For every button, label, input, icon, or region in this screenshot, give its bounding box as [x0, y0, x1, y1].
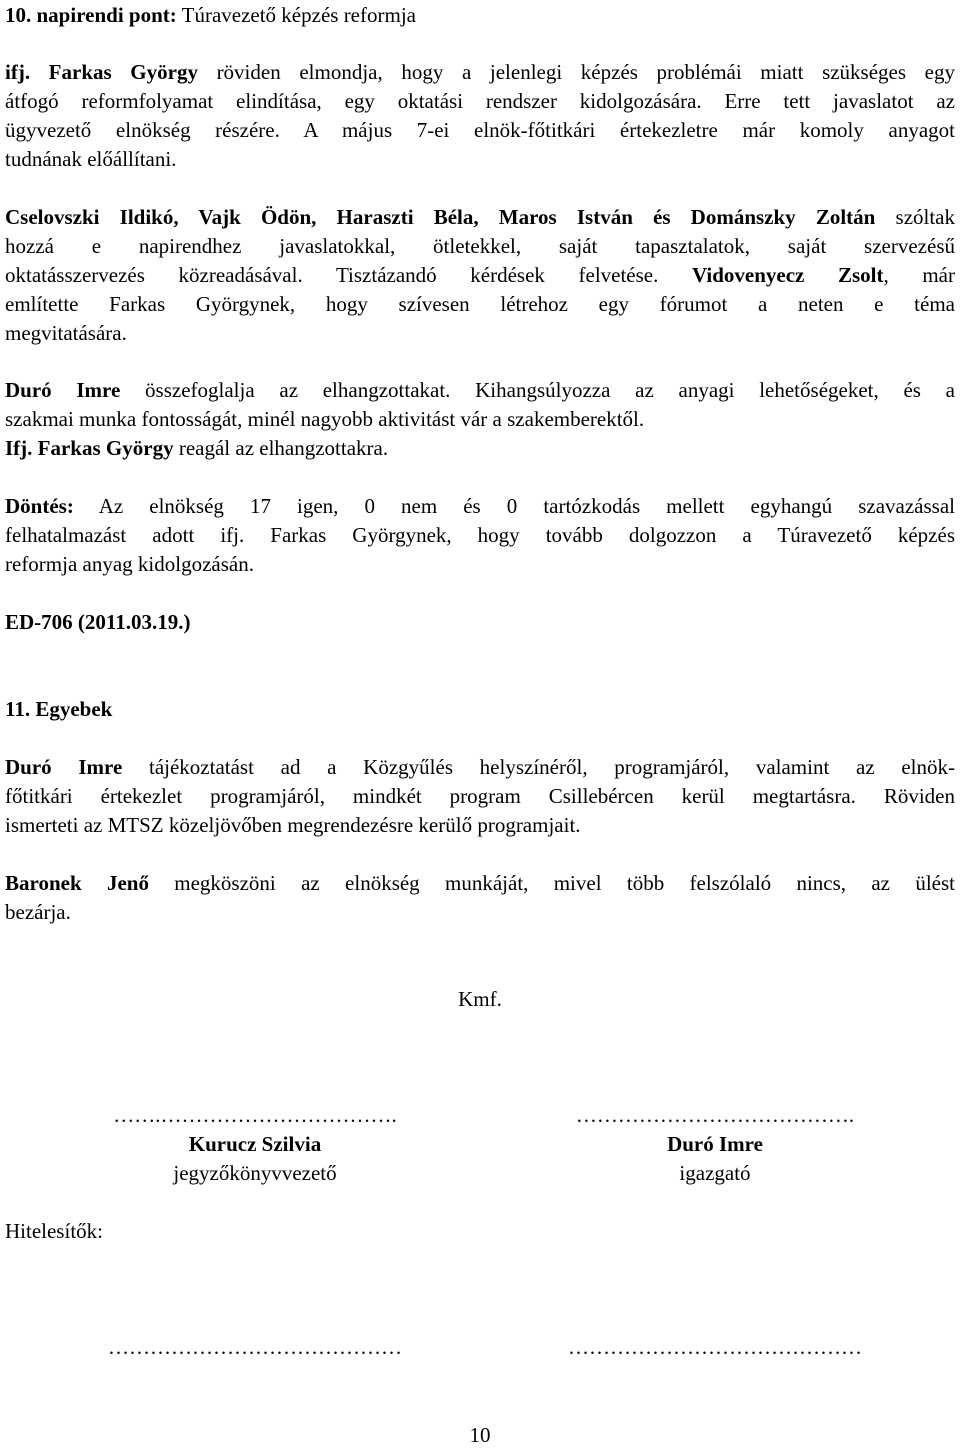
authenticator-line-right: ……………………………………	[568, 1335, 862, 1359]
p2-line-1: Cselovszki Ildikó, Vajk Ödön, Haraszti Béla, Maros István és Dománszky Zoltán szóltak	[5, 205, 955, 229]
section-10-heading: 10. napirendi pont: Túravezető képzés reformja	[5, 3, 416, 27]
p1-line-2: átfogó reformfolyamat elindítása, egy oktatási rendszer kidolgozására. Erre tett javaslatot az	[5, 89, 955, 113]
signature-line-right: ………………………………….	[575, 1103, 855, 1127]
section-11-heading: 11. Egyebek	[5, 697, 113, 721]
p1-line-1: ifj. Farkas György röviden elmondja, hogy a jelenlegi képzés problémái miatt szükséges egy	[5, 60, 955, 84]
authenticators-label: Hitelesítők:	[5, 1219, 103, 1243]
signer-left-name: Kurucz Szilvia	[188, 1132, 322, 1156]
p3-line-2: szakmai munka fontosságát, minél nagyobb aktivitást vár a szakemberektől.	[5, 407, 645, 431]
kmf-label: Kmf.	[458, 987, 502, 1011]
p4-line-1: Duró Imre tájékoztatást ad a Közgyűlés helyszínéről, programjáról, valamint az elnök-	[5, 755, 955, 779]
p3-line-3: Ifj. Farkas György reagál az elhangzottakra.	[5, 436, 389, 460]
p2-line-2: hozzá e napirendhez javaslatokkal, ötletekkel, saját tapasztalatok, saját szervezésű	[5, 234, 955, 258]
p3-line-1: Duró Imre összefoglalja az elhangzottakat. Kihangsúlyozza az anyagi lehetőségeket, és a	[5, 378, 955, 402]
decision-line-3: reformja anyag kidolgozásán.	[5, 552, 254, 576]
p1-line-3: ügyvezető elnökség részére. A május 7-ei elnök-főtitkári értekezletre már komoly anyagot	[5, 118, 955, 142]
decision-code: ED-706 (2011.03.19.)	[5, 610, 191, 634]
p2-line-3: oktatásszervezés közreadásával. Tisztázandó kérdések felvetése. Vidovenyecz Zsolt, már	[5, 263, 955, 287]
signer-left-role: jegyzőkönyvvezető	[173, 1161, 337, 1185]
authenticator-line-left: ……………………………………	[108, 1335, 402, 1359]
p4-line-3: ismerteti az MTSZ közeljövőben megrendezésre kerülő programjait.	[5, 813, 581, 837]
signer-right-role: igazgató	[679, 1161, 751, 1185]
p5-line-1: Baronek Jenő megköszöni az elnökség munkáját, mivel több felszólaló nincs, az ülést	[5, 871, 955, 895]
p5-line-2: bezárja.	[5, 900, 71, 924]
signature-line-left: …….…………………………….	[113, 1103, 397, 1127]
p4-line-2: főtitkári értekezlet programjáról, mindkét program Csillebércen kerül megtartásra. Röviden	[5, 784, 955, 808]
p1-line-4: tudnának előállítani.	[5, 147, 177, 171]
p2-line-4: említette Farkas Györgynek, hogy szívesen létrehoz egy fórumot a neten e téma	[5, 292, 955, 316]
decision-line-2: felhatalmazást adott ifj. Farkas Györgynek, hogy tovább dolgozzon a Túravezető képzés	[5, 523, 955, 547]
p2-line-5: megvitatására.	[5, 321, 127, 345]
decision-line-1: Döntés: Az elnökség 17 igen, 0 nem és 0 tartózkodás mellett egyhangú szavazással	[5, 494, 955, 518]
signer-right-name: Duró Imre	[667, 1132, 763, 1156]
page-number: 10	[469, 1423, 491, 1447]
